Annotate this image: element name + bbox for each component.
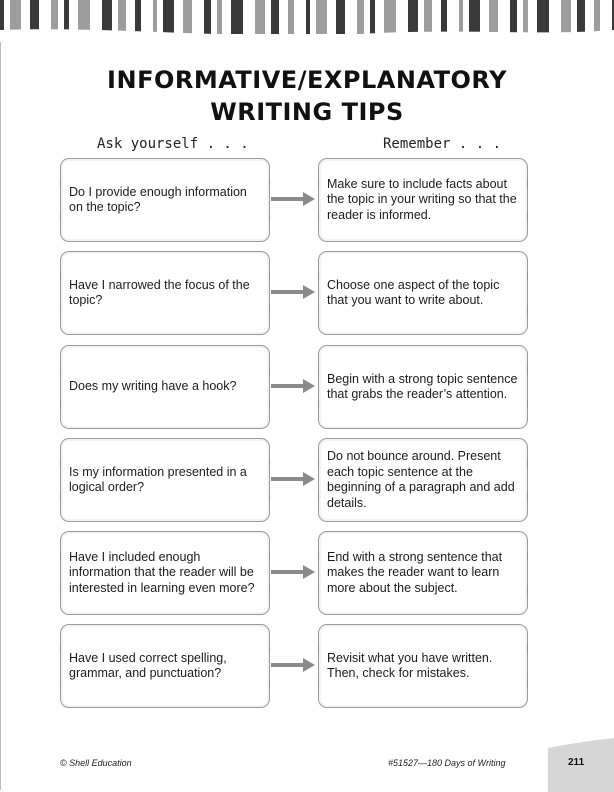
box-edge-mark [527, 272, 528, 280]
header-stripe [441, 0, 447, 34]
header-stripe [594, 0, 600, 34]
header-stripe [336, 0, 345, 34]
answer-text: Begin with a strong topic sentence that grabs the reader’s attention. [327, 371, 518, 401]
header-stripe [64, 0, 69, 34]
question-text: Have I included enough information that the reader will be interested in learning even more? [69, 549, 255, 595]
header-stripe [102, 0, 112, 34]
box-edge-mark [318, 552, 319, 560]
box-edge-mark [527, 213, 528, 221]
question-box [60, 345, 270, 429]
box-edge-mark [318, 459, 319, 467]
tip-row [0, 345, 614, 429]
header-decoration [0, 0, 614, 42]
box-edge-mark [527, 400, 528, 408]
box-edge-mark [60, 400, 61, 408]
header-stripe [424, 0, 432, 34]
box-edge-mark [318, 272, 319, 280]
right-arrow-icon [271, 656, 317, 674]
box-edge-mark [318, 179, 319, 187]
box-edge-mark [269, 400, 270, 408]
tip-row [0, 624, 614, 708]
question-box [60, 531, 270, 615]
page-title-line-2: WRITING TIPS [210, 98, 404, 126]
header-stripe [489, 0, 498, 34]
box-edge-mark [60, 366, 61, 374]
header-stripe [204, 0, 211, 34]
header-stripe [217, 0, 222, 34]
header-stripe [408, 0, 418, 34]
box-edge-mark [527, 306, 528, 314]
answer-box [318, 438, 528, 522]
header-stripe [469, 0, 480, 34]
box-edge-mark [269, 645, 270, 653]
box-edge-mark [60, 679, 61, 687]
header-stripe [231, 0, 243, 34]
header-stripe [163, 0, 174, 34]
answer-text: Make sure to include facts about the topic in your writing so that the reader is informed. [327, 176, 517, 222]
tip-row [0, 438, 614, 522]
column-header-ask-yourself: Ask yourself . . . [97, 136, 249, 152]
right-arrow-icon [271, 563, 317, 581]
header-stripe [561, 0, 571, 34]
box-edge-mark [60, 645, 61, 653]
box-edge-mark [318, 679, 319, 687]
box-edge-mark [527, 366, 528, 374]
box-edge-mark [527, 586, 528, 594]
box-edge-mark [318, 213, 319, 221]
tip-row [0, 531, 614, 615]
box-edge-mark [269, 213, 270, 221]
box-edge-mark [269, 679, 270, 687]
box-edge-mark [269, 179, 270, 187]
header-stripe [510, 0, 517, 34]
header-stripe [357, 0, 364, 34]
question-box [60, 438, 270, 522]
box-edge-mark [60, 493, 61, 501]
header-stripe [78, 0, 90, 34]
box-edge-mark [269, 366, 270, 374]
footer-book-title: #51527—180 Days of Writing [388, 758, 506, 768]
box-edge-mark [318, 306, 319, 314]
page-title-line-1: INFORMATIVE/EXPLANATORY [107, 66, 507, 94]
box-edge-mark [60, 586, 61, 594]
right-arrow-icon [271, 283, 317, 301]
question-box [60, 251, 270, 335]
box-edge-mark [269, 493, 270, 501]
header-stripe [51, 0, 58, 34]
header-stripe [153, 0, 157, 34]
header-stripe [370, 0, 375, 34]
box-edge-mark [527, 179, 528, 187]
answer-text: End with a strong sentence that makes the reader want to learn more about the subject. [327, 549, 503, 595]
box-edge-mark [318, 586, 319, 594]
right-arrow-icon [271, 190, 317, 208]
answer-box [318, 251, 528, 335]
answer-text: Revisit what you have written. Then, check for mistakes. [327, 650, 493, 680]
box-edge-mark [527, 493, 528, 501]
box-edge-mark [318, 645, 319, 653]
tip-row [0, 251, 614, 335]
question-text: Do I provide enough information on the topic? [69, 184, 247, 214]
header-stripe [306, 0, 310, 34]
header-stripe [118, 0, 126, 34]
header-stripe [271, 0, 279, 34]
box-edge-mark [269, 552, 270, 560]
header-stripe [523, 0, 528, 34]
box-edge-mark [318, 366, 319, 374]
question-box [60, 158, 270, 242]
answer-box [318, 345, 528, 429]
column-header-remember: Remember . . . [383, 136, 502, 152]
box-edge-mark [527, 645, 528, 653]
header-stripe [30, 0, 39, 34]
question-text: Is my information presented in a logical order? [69, 464, 247, 494]
header-stripe [135, 0, 141, 34]
header-stripe [384, 0, 396, 34]
right-arrow-icon [271, 377, 317, 395]
box-edge-mark [269, 306, 270, 314]
box-edge-mark [269, 586, 270, 594]
question-box [60, 624, 270, 708]
header-stripe [537, 0, 549, 34]
question-text: Does my writing have a hook? [69, 379, 237, 394]
question-text: Have I narrowed the focus of the topic? [69, 277, 250, 307]
footer-publisher: © Shell Education [60, 758, 132, 768]
header-stripe [255, 0, 265, 34]
question-text: Have I used correct spelling, grammar, and punctuation? [69, 650, 227, 680]
header-stripe [577, 0, 585, 34]
header-stripe [0, 0, 4, 34]
page-number: 211 [568, 757, 585, 768]
box-edge-mark [60, 306, 61, 314]
answer-text: Choose one aspect of the topic that you want to write about. [327, 277, 500, 307]
box-edge-mark [318, 400, 319, 408]
box-edge-mark [269, 459, 270, 467]
answer-text: Do not bounce around. Present each topic sentence at the beginning of a paragraph and add details. [327, 449, 515, 510]
header-stripe [459, 0, 463, 34]
box-edge-mark [527, 459, 528, 467]
answer-box [318, 158, 528, 242]
header-stripe [10, 0, 21, 34]
header-stripe [316, 0, 327, 34]
box-edge-mark [527, 679, 528, 687]
right-arrow-icon [271, 470, 317, 488]
box-edge-mark [60, 272, 61, 280]
box-edge-mark [269, 272, 270, 280]
header-stripe [288, 0, 294, 34]
box-edge-mark [60, 552, 61, 560]
box-edge-mark [527, 552, 528, 560]
box-edge-mark [60, 179, 61, 187]
answer-box [318, 531, 528, 615]
tip-row [0, 158, 614, 242]
header-stripe [183, 0, 192, 34]
box-edge-mark [60, 213, 61, 221]
box-edge-mark [60, 459, 61, 467]
box-edge-mark [318, 493, 319, 501]
answer-box [318, 624, 528, 708]
